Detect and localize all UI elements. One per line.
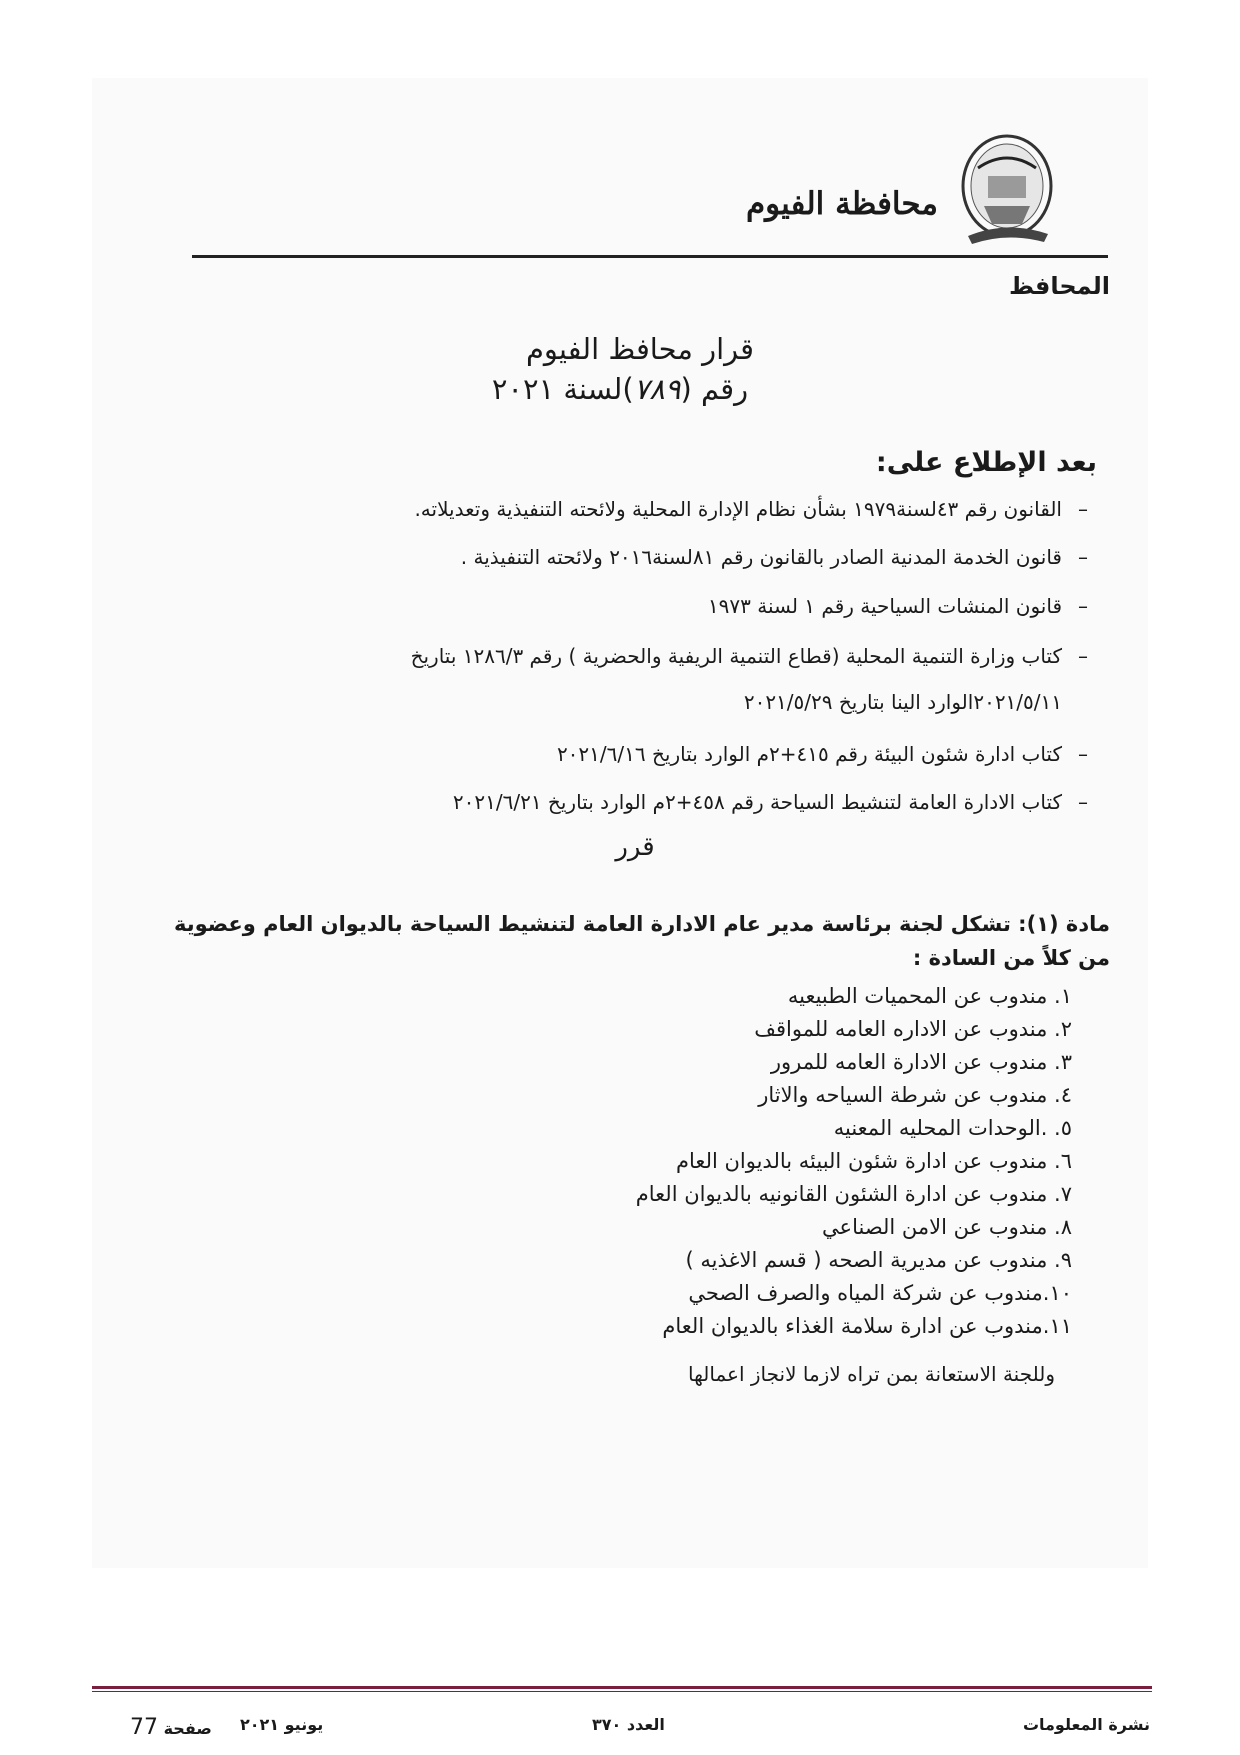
list-item: ٧. مندوب عن ادارة الشئون القانونيه بالديوان العام <box>635 1182 1072 1206</box>
decree-number <box>0 372 1240 406</box>
preamble-item: القانون رقم ٤٣لسنة١٩٧٩ بشأن نظام الإدارة المحلية ولائحته التنفيذية وتعديلاته. <box>414 497 1062 521</box>
decree-number-suffix: )لسنة ٢٠٢١ <box>491 372 634 406</box>
list-item: ٨. مندوب عن الامن الصناعي <box>822 1215 1072 1239</box>
list-item: ٣. مندوب عن الادارة العامه للمرور <box>770 1050 1072 1074</box>
header-divider <box>192 255 1108 258</box>
footer-page-label: صفحة <box>163 1719 212 1738</box>
footer-issue-number: العدد ٣٧٠ <box>592 1715 665 1734</box>
list-dash: – <box>1078 497 1088 521</box>
decree-title: قرار محافظ الفيوم <box>525 332 755 366</box>
governor-title: المحافظ <box>1008 272 1110 300</box>
footer-page-number: 77 <box>130 1715 158 1740</box>
list-item: ٤. مندوب عن شرطة السياحه والاثار <box>758 1083 1072 1107</box>
list-item: ١١.مندوب عن ادارة سلامة الغذاء بالديوان العام <box>662 1314 1072 1338</box>
list-dash: – <box>1078 790 1088 814</box>
preamble-item-continuation: ٢٠٢١/٥/١١الوارد الينا بتاريخ ٢٠٢١/٥/٢٩ <box>743 690 1062 714</box>
governorate-seal-icon <box>958 128 1056 246</box>
preamble-item: كتاب وزارة التنمية المحلية (قطاع التنمية الريفية والحضرية ) رقم ١٢٨٦/٣ بتاريخ <box>410 644 1062 668</box>
footer-page <box>130 1715 212 1740</box>
preamble-heading: بعد الإطلاع على: <box>875 447 1097 478</box>
list-item: ٦. مندوب عن ادارة شئون البيئه بالديوان العام <box>676 1149 1072 1173</box>
preamble-item: قانون المنشات السياحية رقم ١ لسنة ١٩٧٣ <box>707 594 1062 618</box>
decided-heading: قرر <box>615 832 655 862</box>
list-dash: – <box>1078 644 1088 668</box>
governorate-name: محافظة الفيوم <box>745 186 938 222</box>
decree-number-handwritten: ٧٨٩ <box>633 372 681 406</box>
footer-bulletin-name: نشرة المعلومات <box>1022 1715 1150 1734</box>
footer-date: يونيو ٢٠٢١ <box>240 1715 324 1734</box>
footer-divider <box>92 1686 1152 1689</box>
article-1-text: مادة (١): تشكل لجنة برئاسة مدير عام الادارة العامة لتنشيط السياحة بالديوان العام وعضوية <box>173 912 1110 936</box>
article-1-closing: وللجنة الاستعانة بمن تراه لازما لانجاز اعمالها <box>687 1362 1055 1386</box>
article-1-continuation: من كلاً من السادة : <box>912 946 1110 970</box>
preamble-item: كتاب ادارة شئون البيئة رقم ٤١٥+٢م الوارد بتاريخ ٢٠٢١/٦/١٦ <box>556 742 1062 766</box>
list-item: ٩. مندوب عن مديرية الصحه ( قسم الاغذيه ) <box>685 1248 1072 1272</box>
list-dash: – <box>1078 742 1088 766</box>
list-dash: – <box>1078 594 1088 618</box>
footer-divider-thin <box>92 1691 1152 1692</box>
list-item: ١٠.مندوب عن شركة المياه والصرف الصحي <box>688 1281 1072 1305</box>
list-item: ٢. مندوب عن الاداره العامه للمواقف <box>754 1017 1072 1041</box>
preamble-item: قانون الخدمة المدنية الصادر بالقانون رقم ٨١لسنة٢٠١٦ ولائحته التنفيذية . <box>460 545 1062 569</box>
scanned-page <box>92 78 1148 1568</box>
preamble-item: كتاب الادارة العامة لتنشيط السياحة رقم ٤٥٨+٢م الوارد بتاريخ ٢٠٢١/٦/٢١ <box>452 790 1062 814</box>
decree-number-prefix: رقم ( <box>680 372 749 406</box>
list-item: ١. مندوب عن المحميات الطبيعيه <box>787 984 1072 1008</box>
list-dash: – <box>1078 545 1088 569</box>
list-item: ٥. .الوحدات المحليه المعنيه <box>833 1116 1072 1140</box>
